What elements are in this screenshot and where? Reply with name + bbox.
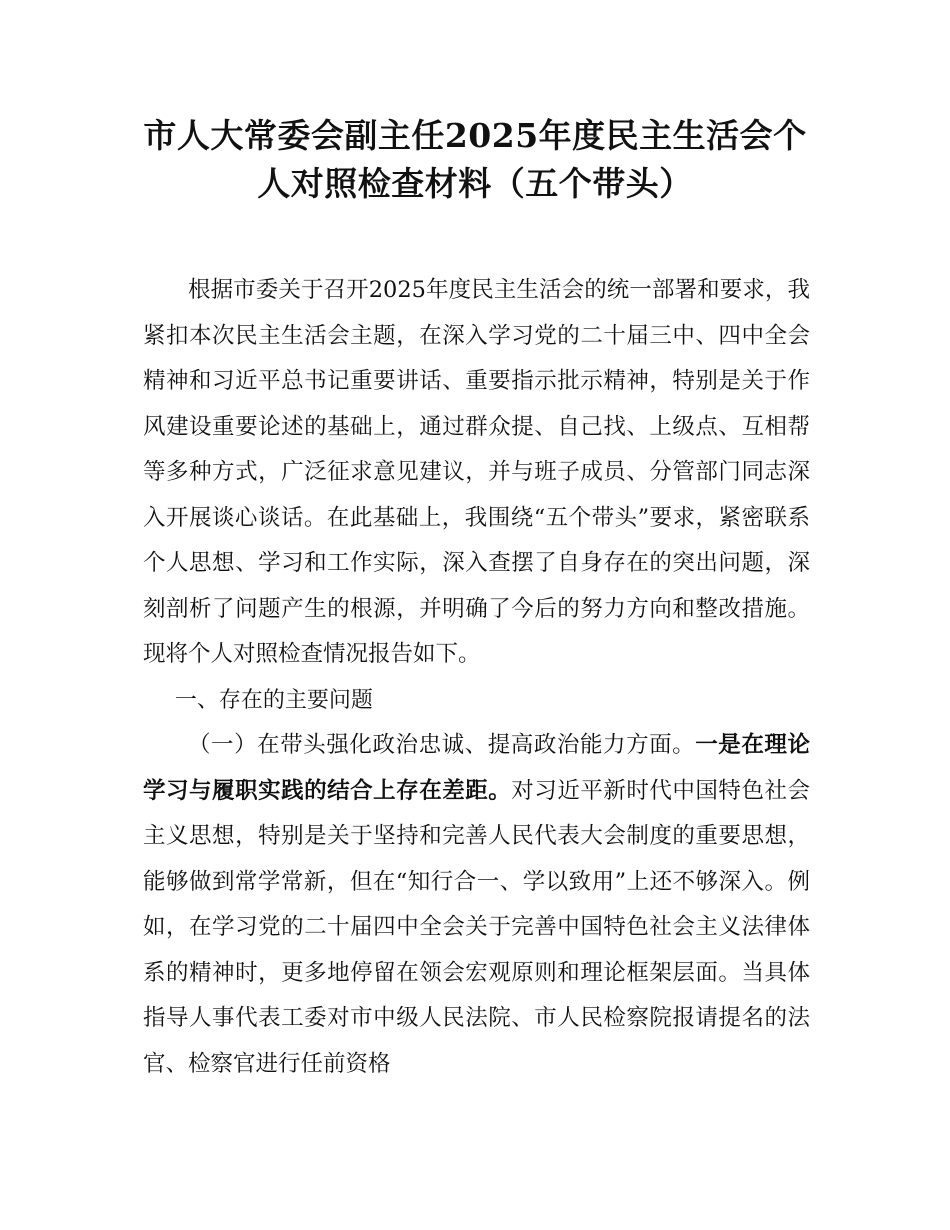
subsection-body: 对习近平新时代中国特色社会主义思想，特别是关于坚持和完善人民代表大会制度的重要思想，能够做到常学常新，但在“知行合一、学以致用”上还不够深入。例如，在学习党的二十届四中全会关于完善中国特色社会主义法律体系的精神时，更多地停留在领会宏观原则和理论框架层面。当具体指导人事代表工委对市中级人民法院、市人民检察院报请提名的法官、检察官进行任前资格 — [143, 777, 810, 1077]
document-title — [130, 112, 820, 208]
document-body — [143, 268, 810, 1087]
section-heading-problems: 一、存在的主要问题 — [174, 687, 373, 713]
document-title-line-1: 市人大常委会副主任2025年度民主生活会个 — [143, 116, 807, 155]
document-title-line-2: 人对照检查材料（五个带头） — [257, 164, 693, 203]
subsection-lead: （一）在带头强化政治忠诚、提高政治能力方面。 — [188, 732, 696, 758]
subsection-paragraph-political-loyalty — [143, 723, 810, 1087]
intro-paragraph: 根据市委关于召开2025年度民主生活会的统一部署和要求，我紧扣本次民主生活会主题，在深入学习党的二十届三中、四中全会精神和习近平总书记重要讲话、重要指示批示精神，特别是关于作风建设重要论述的基础上，通过群众提、自己找、上级点、互相帮等多种方式，广泛征求意见建议，并与班子成员、分管部门同志深入开展谈心谈话。在此基础上，我围绕“五个带头”要求，紧密联系个人思想、学习和工作实际，深入查摆了自身存在的突出问题，深刻剖析了问题产生的根源，并明确了今后的努力方向和整改措施。现将个人对照检查情况报告如下。 — [143, 277, 810, 667]
subsection-emphasis: 一是在理论学习与履职实践的结合上存在差距。 — [143, 732, 810, 804]
